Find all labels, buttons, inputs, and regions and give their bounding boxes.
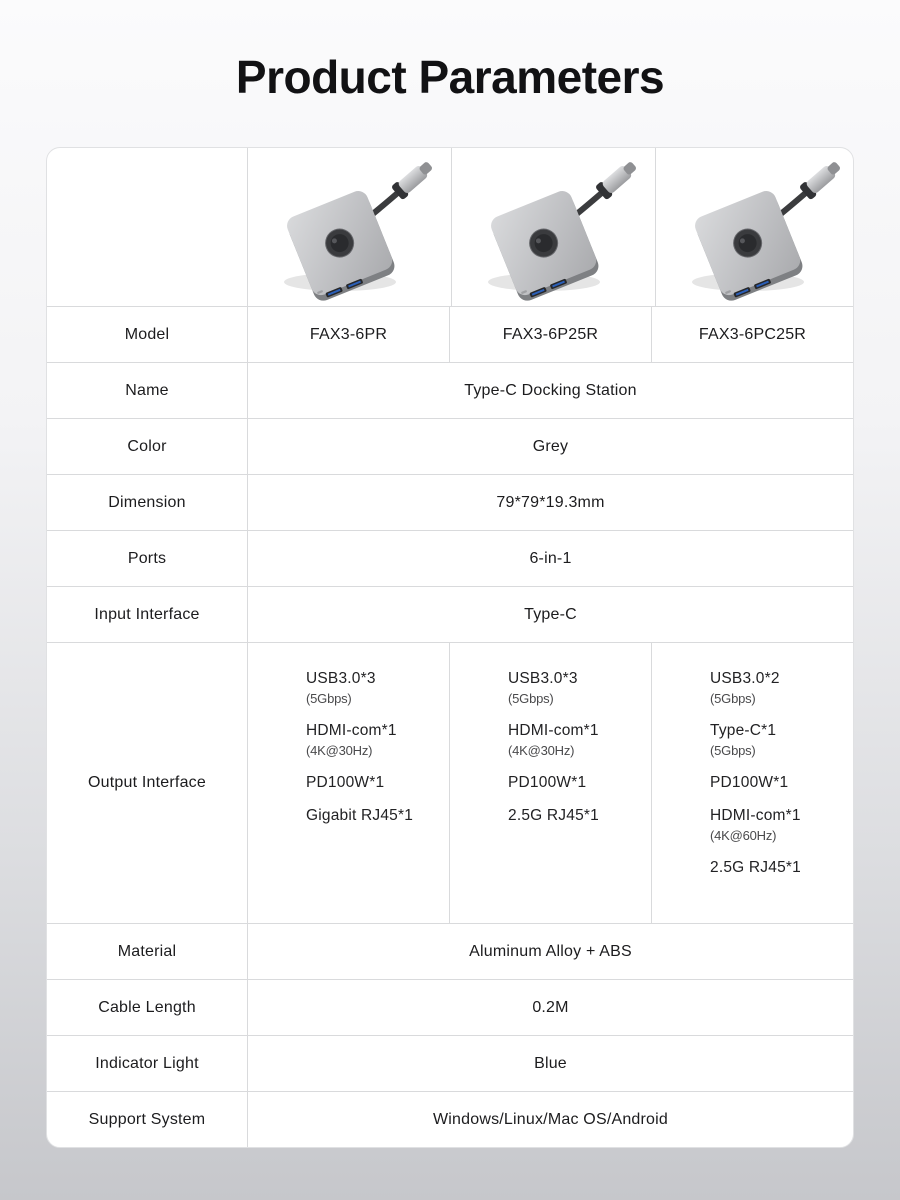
spec-main: PD100W*1 bbox=[508, 774, 587, 791]
spec-main: HDMI-com*1 bbox=[508, 722, 599, 739]
spec-main: Gigabit RJ45*1 bbox=[306, 807, 414, 824]
spec-sub: (5Gbps) bbox=[508, 691, 554, 706]
spec-main: HDMI-com*1 bbox=[306, 722, 397, 739]
page-title: Product Parameters bbox=[235, 51, 665, 103]
model-value-2: FAX3-6P25R bbox=[449, 307, 651, 362]
dimension-row bbox=[47, 474, 853, 530]
spec-item bbox=[508, 806, 643, 826]
spec-sub: (4K@30Hz) bbox=[508, 743, 575, 758]
cable-length-value: 0.2M bbox=[247, 980, 853, 1035]
name-value: Type-C Docking Station bbox=[247, 363, 853, 418]
cable-length-row bbox=[47, 979, 853, 1035]
indicator-light-value: Blue bbox=[247, 1036, 853, 1091]
product-image-row bbox=[47, 148, 853, 306]
material-label: Material bbox=[117, 942, 177, 960]
spec-item bbox=[306, 806, 441, 826]
model-value-3: FAX3-6PC25R bbox=[651, 307, 853, 362]
input-interface-value: Type-C bbox=[247, 587, 853, 642]
spec-main: 2.5G RJ45*1 bbox=[508, 807, 599, 824]
dimension-value: 79*79*19.3mm bbox=[247, 475, 853, 530]
spec-item bbox=[710, 806, 845, 845]
spec-main: USB3.0*3 bbox=[508, 670, 578, 687]
spec-sub: (5Gbps) bbox=[710, 743, 756, 758]
spec-main: PD100W*1 bbox=[306, 774, 385, 791]
docking-station-image bbox=[656, 149, 854, 305]
output-interface-row bbox=[47, 642, 853, 923]
spec-item bbox=[306, 669, 441, 708]
support-system-value: Windows/Linux/Mac OS/Android bbox=[247, 1092, 853, 1147]
name-label: Name bbox=[125, 381, 169, 399]
ports-value: 6-in-1 bbox=[247, 531, 853, 586]
input-interface-row bbox=[47, 586, 853, 642]
spec-sub: (4K@60Hz) bbox=[710, 828, 777, 843]
product-photo-fax3-6pc25r bbox=[655, 148, 854, 306]
spec-main: 2.5G RJ45*1 bbox=[710, 859, 801, 876]
model-row bbox=[47, 306, 853, 362]
spec-item bbox=[710, 773, 845, 793]
spec-item bbox=[306, 773, 441, 793]
model-value-1: FAX3-6PR bbox=[247, 307, 449, 362]
name-row bbox=[47, 362, 853, 418]
spec-main: Type-C*1 bbox=[710, 722, 777, 739]
color-value: Grey bbox=[247, 419, 853, 474]
spec-sub: (5Gbps) bbox=[710, 691, 756, 706]
output-interface-col-2 bbox=[449, 643, 651, 923]
spec-item bbox=[710, 858, 845, 878]
color-row bbox=[47, 418, 853, 474]
spec-table bbox=[46, 147, 854, 1148]
input-interface-label: Input Interface bbox=[94, 605, 200, 623]
ports-row bbox=[47, 530, 853, 586]
indicator-light-row bbox=[47, 1035, 853, 1091]
material-value: Aluminum Alloy + ABS bbox=[247, 924, 853, 979]
support-system-row bbox=[47, 1091, 853, 1147]
spec-item bbox=[508, 721, 643, 760]
material-row bbox=[47, 923, 853, 979]
output-interface-col-1 bbox=[247, 643, 449, 923]
color-label: Color bbox=[127, 437, 167, 455]
cable-length-label: Cable Length bbox=[98, 998, 196, 1016]
docking-station-image bbox=[248, 149, 451, 305]
spec-main: PD100W*1 bbox=[710, 774, 789, 791]
ports-label: Ports bbox=[127, 549, 167, 567]
spec-item bbox=[508, 669, 643, 708]
spec-sub: (5Gbps) bbox=[306, 691, 352, 706]
model-label: Model bbox=[124, 325, 170, 343]
product-photo-fax3-6pr bbox=[247, 148, 451, 306]
spec-item bbox=[306, 721, 441, 760]
spec-sub: (4K@30Hz) bbox=[306, 743, 373, 758]
output-interface-label: Output Interface bbox=[88, 774, 206, 791]
spec-item bbox=[710, 669, 845, 708]
support-system-label: Support System bbox=[88, 1110, 206, 1128]
output-interface-col-3 bbox=[651, 643, 853, 923]
spec-main: USB3.0*2 bbox=[710, 670, 780, 687]
spec-main: USB3.0*3 bbox=[306, 670, 376, 687]
docking-station-image bbox=[452, 149, 655, 305]
product-photo-fax3-6p25r bbox=[451, 148, 655, 306]
spec-item bbox=[710, 721, 845, 760]
image-row-empty-cell bbox=[47, 148, 247, 306]
spec-item bbox=[508, 773, 643, 793]
spec-main: HDMI-com*1 bbox=[710, 807, 801, 824]
indicator-light-label: Indicator Light bbox=[95, 1054, 199, 1072]
dimension-label: Dimension bbox=[108, 493, 186, 511]
